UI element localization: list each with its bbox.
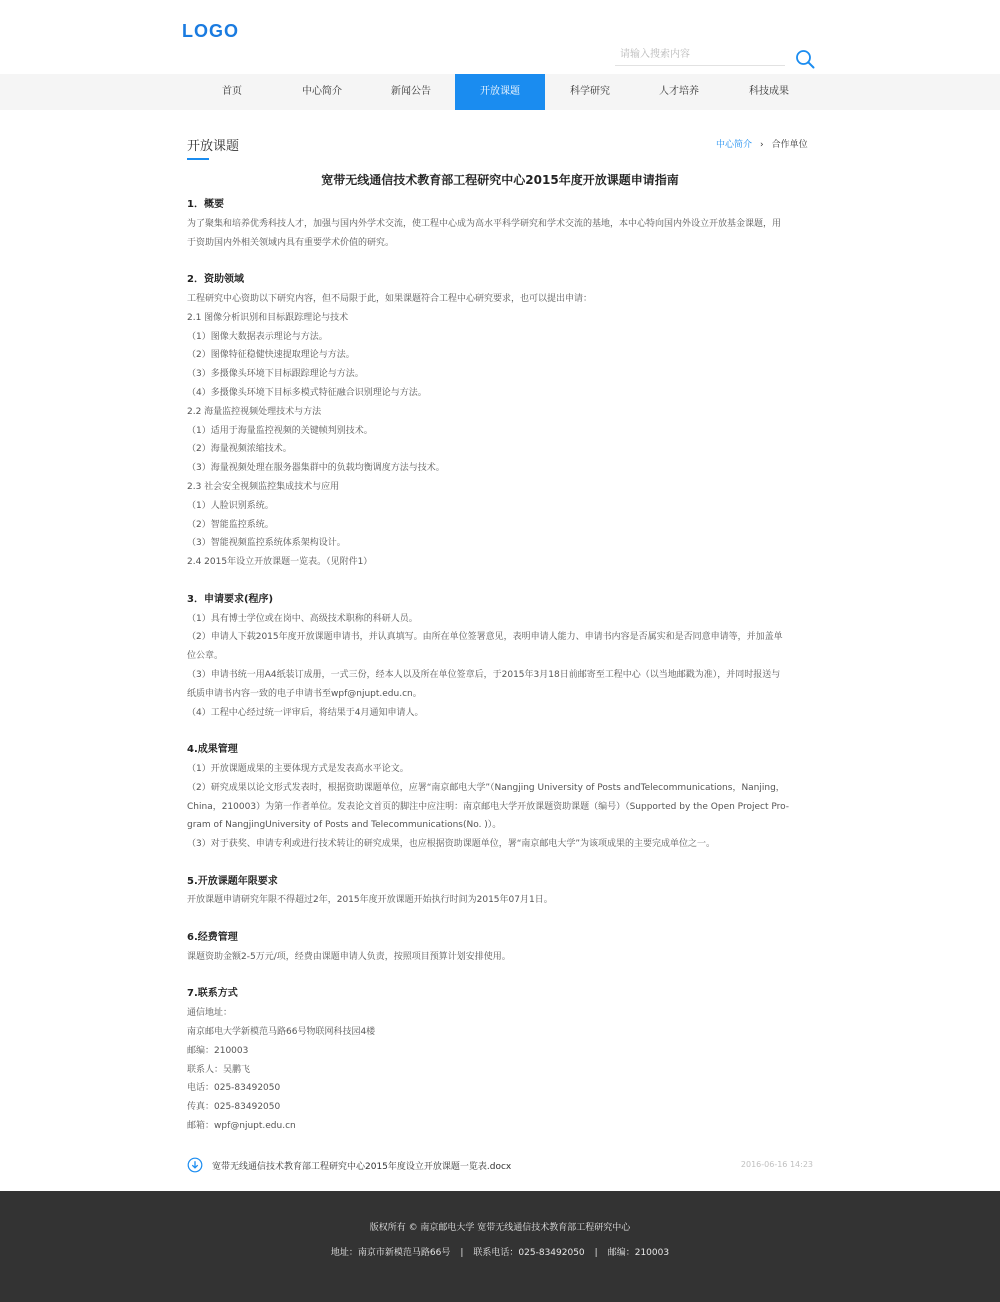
search-icon [795, 49, 815, 69]
section-heading: 5.开放课题年限要求 [187, 875, 278, 887]
paragraph-line: （1）人脸识别系统。 [187, 500, 274, 511]
title-underline [187, 158, 209, 160]
search-input[interactable] [615, 44, 785, 66]
breadcrumb-separator-icon: › [760, 140, 764, 150]
paragraph-line: 2.4 2015年设立开放课题一览表。（见附件1） [187, 557, 373, 568]
site-logo[interactable]: LOGO [182, 21, 239, 41]
paragraph-line: 2.2 海量监控视频处理技术与方法 [187, 406, 322, 417]
paragraph-line: 2.3 社会安全视频监控集成技术与应用 [187, 481, 340, 492]
paragraph-line: 南京邮电大学新模范马路66号物联网科技园4楼 [187, 1027, 376, 1038]
nav-item[interactable]: 首页 [222, 86, 242, 97]
section-heading: 1．概要 [187, 199, 224, 210]
nav-item[interactable]: 科技成果 [749, 86, 789, 97]
paragraph-line: （3）智能视频监控系统体系架构设计。 [187, 538, 346, 549]
footer-address: 地址：南京市新模范马路66号 [330, 1248, 451, 1258]
paragraph-line: （1）图像大数据表示理论与方法。 [187, 331, 328, 342]
attachment-row [187, 1157, 813, 1175]
footer-copyright: 版权所有 © 南京邮电大学 宽带无线通信技术教育部工程研究中心 [369, 1223, 631, 1233]
paragraph-line: 邮箱：wpf@njupt.edu.cn [187, 1121, 296, 1132]
download-circle-icon[interactable] [187, 1157, 203, 1173]
nav-item[interactable]: 科学研究 [570, 86, 610, 97]
paragraph-line: （3）海量视频处理在服务器集群中的负载均衡调度方法与技术。 [187, 463, 445, 474]
section-heading: 6.经费管理 [187, 932, 238, 944]
paragraph-line: 课题资助金额2-5万元/项，经费由课题申请人负责，按照项目预算计划安排使用。 [187, 951, 511, 962]
paragraph-line: 2.1 图像分析识别和目标跟踪理论与技术 [187, 312, 349, 323]
paragraph-line: （4）多摄像头环境下目标多模式特征融合识别理论与方法。 [187, 387, 427, 398]
paragraph-line: （2）申请人下载2015年度开放课题申请书，并认真填写。由所在单位签署意见，表明申请人能力、申请书内容是否属实和是否同意申请等，并加盖单 [187, 632, 783, 643]
paragraph-line: 通信地址： [187, 1008, 233, 1019]
nav-item[interactable]: 新闻公告 [391, 86, 431, 97]
main-nav [0, 74, 1000, 110]
nav-item[interactable]: 人才培养 [659, 86, 699, 97]
section-gap [187, 910, 813, 929]
site-footer [0, 1191, 1000, 1302]
paragraph-line: 电话：025-83492050 [187, 1083, 281, 1094]
paragraph-line: （1）开放课题成果的主要体现方式是发表高水平论文。 [187, 763, 409, 774]
paragraph-line: 传真：025-83492050 [187, 1102, 281, 1113]
article-body [187, 196, 813, 1136]
breadcrumb-current: 合作单位 [771, 140, 808, 150]
footer-phone: 联系电话：025-83492050 [473, 1248, 585, 1258]
section-heading: 7.联系方式 [187, 988, 238, 1000]
paragraph-line: 为了聚集和培养优秀科技人才，加强与国内外学术交流，使工程中心成为高水平科学研究和学术交流的基地，本中心特向国内外设立开放基金课题，用 [187, 218, 782, 229]
section-heading: 4.成果管理 [187, 744, 238, 756]
section-gap [187, 854, 813, 873]
paragraph-line: 联系人：吴鹏飞 [187, 1064, 251, 1075]
footer-divider: | [460, 1248, 464, 1258]
paragraph-line: 纸质申请书内容一致的电子申请书至wpf@njupt.edu.cn。 [187, 688, 422, 699]
paragraph-line: 位公章。 [187, 651, 224, 662]
page-title: 开放课题 [187, 139, 240, 154]
paragraph-line: （1）适用于海量监控视频的关键帧判别技术。 [187, 425, 373, 436]
breadcrumb-link[interactable]: 中心简介 [716, 140, 753, 150]
paragraph-line: 开放课题申请研究年限不得超过2年，2015年度开放课题开始执行时间为2015年07月1日。 [187, 895, 553, 906]
section-gap [187, 967, 813, 986]
paragraph-line: gram of NangjingUniversity of Posts and Telecommunications(No. )）。 [187, 820, 502, 831]
paragraph-line: （3）申请书统一用A4纸装订成册，一式三份，经本人以及所在单位签章后，于2015年3月18日前邮寄至工程中心（以当地邮戳为准），并同时报送与 [187, 669, 781, 680]
nav-item[interactable]: 中心简介 [302, 86, 342, 97]
paragraph-line: （4）工程中心经过统一评审后，将结果于4月通知申请人。 [187, 707, 424, 718]
paragraph-line: 于资助国内外相关领域内具有重要学术价值的研究。 [187, 237, 395, 248]
paragraph-line: （2）海量视频浓缩技术。 [187, 444, 292, 455]
search-button[interactable] [795, 49, 815, 69]
paragraph-line: China，210003）为第一作者单位。发表论文首页的脚注中应注明：南京邮电大学开放课题资助课题（编号）（Supported by the Open Project Pro- [187, 801, 790, 812]
attachment-date: 2016-06-16 14:23 [740, 1160, 813, 1169]
paragraph-line: （2）智能监控系统。 [187, 519, 274, 530]
breadcrumb [716, 137, 808, 150]
paragraph-line: 工程研究中心资助以下研究内容，但不局限于此，如果课题符合工程中心研究要求，也可以提出申请： [187, 293, 593, 304]
footer-contact [0, 1245, 1000, 1258]
paragraph-line: （1）具有博士学位或在岗中、高级技术职称的科研人员。 [187, 613, 418, 624]
footer-divider: | [594, 1248, 598, 1258]
paragraph-line: （3）对于获奖、申请专利或进行技术转让的研究成果，也应根据资助课题单位，署“南京邮电大学”为该项成果的主要完成单位之一。 [187, 839, 716, 850]
section-heading: 2．资助领域 [187, 274, 244, 286]
article-title: 宽带无线通信技术教育部工程研究中心2015年度开放课题申请指南 [321, 173, 679, 187]
paragraph-line: （3）多摄像头环境下目标跟踪理论与方法。 [187, 369, 364, 380]
site-header [0, 0, 1000, 74]
paragraph-line: 邮编：210003 [187, 1045, 249, 1056]
section-gap [187, 722, 813, 741]
paragraph-line: （2）研究成果以论文形式发表时，根据资助课题单位，应署“南京邮电大学”（Nangjing University of Posts andTelecommunications，Nanjing， [187, 782, 785, 793]
section-heading: 3．申请要求(程序) [187, 593, 274, 605]
paragraph-line: （2）图像特征稳健快速提取理论与方法。 [187, 350, 355, 361]
section-gap [187, 572, 813, 591]
nav-item[interactable]: 开放课题 [455, 74, 545, 110]
section-gap [187, 252, 813, 271]
attachment-link[interactable]: 宽带无线通信技术教育部工程研究中心2015年度设立开放课题一览表.docx [212, 1162, 512, 1172]
footer-zip: 邮编：210003 [607, 1248, 670, 1258]
